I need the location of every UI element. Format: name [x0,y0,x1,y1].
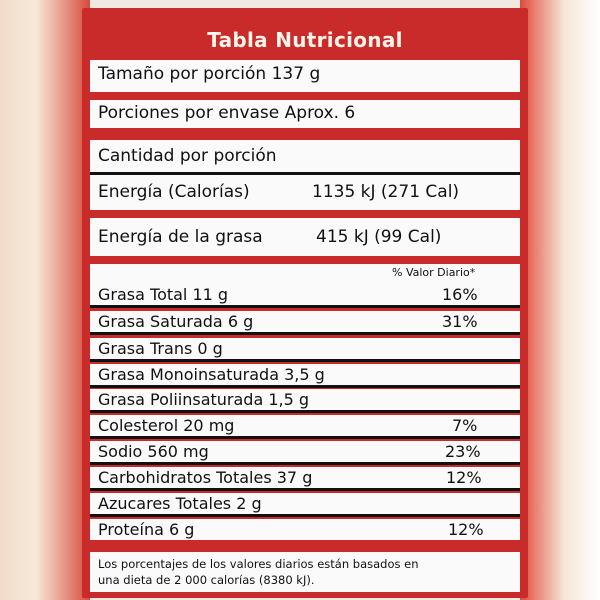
table-row [90,311,520,335]
nutrient-pct: 16% [442,285,478,304]
servings-panel [90,100,520,128]
nutrient-label: Grasa Poliinsaturada 1,5 g [98,390,310,409]
amount-per-serving: Cantidad por porción [98,146,277,166]
nutrient-label: Sodio 560 mg [98,442,209,461]
energy-label: Energía (Calorías) [98,182,250,202]
daily-value-header: % Valor Diario* [392,266,476,279]
nutrient-label: Grasa Trans 0 g [98,339,223,358]
table-row [90,389,520,413]
nutrient-pct: 7% [452,416,478,435]
footnote-panel [90,552,520,592]
table-row [90,284,520,308]
nutrient-pct: 23% [445,442,481,461]
servings-per-container: Porciones por envase Aprox. 6 [98,103,356,123]
table-row [90,519,520,540]
background-right [520,0,600,600]
table-row [90,338,520,362]
nutrient-label: Grasa Monoinsaturada 3,5 g [98,365,325,384]
nutrient-label: Grasa Saturada 6 g [98,312,254,331]
amount-panel [90,140,520,210]
nutrient-label: Azucares Totales 2 g [98,494,262,513]
label-title: Tabla Nutricional [207,28,403,52]
fat-energy-label: Energía de la grasa [98,227,263,247]
divider [90,172,520,175]
table-row [90,415,520,439]
table-row [90,467,520,491]
fat-energy-panel [90,218,520,256]
background-left [0,0,90,600]
daily-value-header-panel [90,264,520,284]
nutrient-pct: 12% [448,520,484,539]
fat-energy-value: 415 kJ (99 Cal) [316,227,442,247]
table-row [90,441,520,465]
table-row [90,493,520,517]
nutrient-label: Proteína 6 g [98,520,195,539]
serving-size-panel [90,60,520,92]
energy-value: 1135 kJ (271 Cal) [312,182,460,202]
footnote-line-1: Los porcentajes de los valores diarios están basados en [98,557,419,571]
nutrient-label: Grasa Total 11 g [98,285,229,304]
nutrient-label: Carbohidratos Totales 37 g [98,468,313,487]
nutrient-label: Colesterol 20 mg [98,416,235,435]
nutrient-pct: 12% [446,468,482,487]
nutrient-pct: 31% [442,312,478,331]
table-row [90,364,520,388]
footnote-line-2: una dieta de 2 000 calorías (8380 kJ). [98,573,315,587]
serving-size: Tamaño por porción 137 g [98,64,321,84]
